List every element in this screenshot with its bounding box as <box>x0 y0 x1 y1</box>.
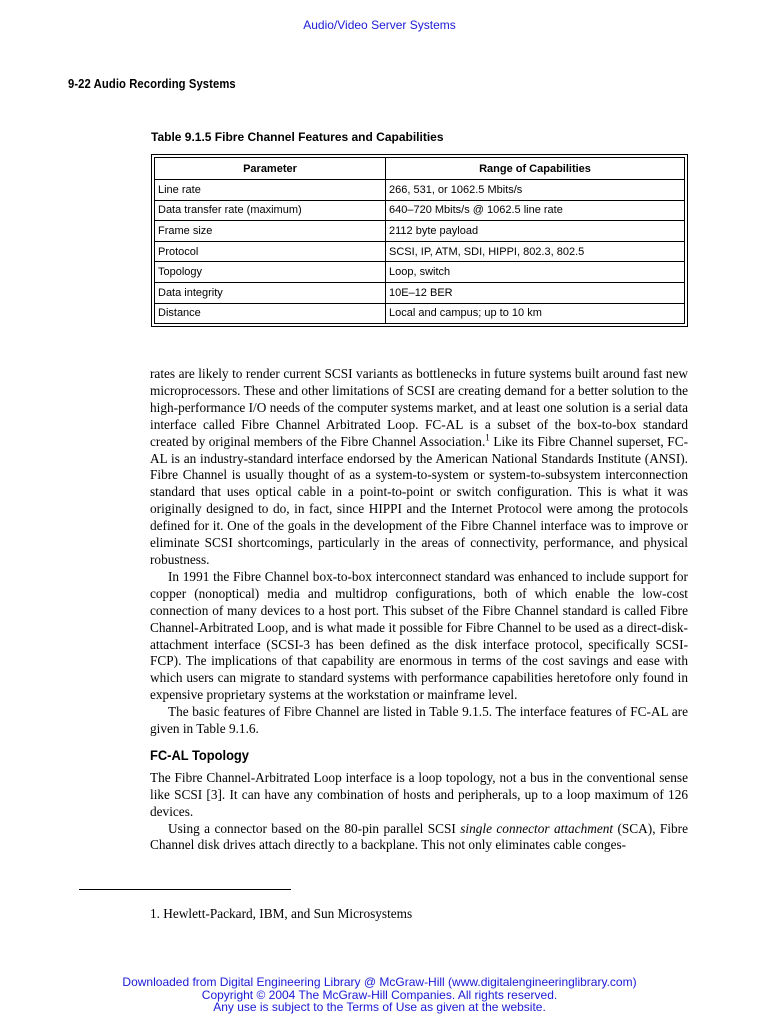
terms-of-use-line[interactable]: Any use is subject to the Terms of Use as given at the website. <box>213 1000 546 1014</box>
table-title: Table 9.1.5 Fibre Channel Features and Capabilities <box>151 130 444 144</box>
table-row <box>155 262 685 283</box>
table-cell-range: 10E–12 BER <box>386 282 685 303</box>
paragraph-4: The Fibre Channel-Arbitrated Loop interface is a loop topology, not a bus in the conventional sense like SCSI [3]. It can have any combination of hosts and peripherals, up to a loop maximum of 126 devices. <box>150 769 688 819</box>
features-table <box>154 157 685 324</box>
table-cell-range: Local and campus; up to 10 km <box>386 303 685 324</box>
table-cell-parameter: Topology <box>155 262 386 283</box>
paragraph-1-part-b: Like its Fibre Channel superset, FC-AL is an industry-standard interface endorsed by the American National Standards Institute (ANSI). Fibre Channel is usually thought of as a system-to-system or system-to-subsystem interconnection standard that uses optical cable in a point-to-point or switch configuration. This is what it was originally designed to do, in fact, since HIPPI and the Internet Protocol were among the protocols defined for it. One of the goals in the development of the Fibre Channel interface was to improve or eliminate SCSI shortcomings, particularly in the areas of connectivity, performance, and physical robustness. <box>150 433 688 567</box>
table-header-row <box>155 158 685 180</box>
table-cell-range: SCSI, IP, ATM, SDI, HIPPI, 802.3, 802.5 <box>386 241 685 262</box>
paragraph-3: The basic features of Fibre Channel are listed in Table 9.1.5. The interface features of FC-AL are given in Table 9.1.6. <box>150 704 688 737</box>
footnote-divider <box>79 889 291 890</box>
table-cell-parameter: Protocol <box>155 241 386 262</box>
column-header-parameter: Parameter <box>155 158 386 180</box>
paragraph-2: In 1991 the Fibre Channel box-to-box interconnect standard was enhanced to include support for copper (nonoptical) media and multidrop configurations, both of which enable the low-cost connection of many devices to a host port. This subset of the Fibre Channel standard is called Fibre Channel-Arbitrated Loop, and is what made it possible for Fibre Channel to be used as a direct-disk-attachment interface (SCSI-3 has been defined as the disk interface protocol, specifically SCSI-FCP). The implications of that capability are enormous in terms of the cost savings and ease with which users can migrate to standard systems with performance capabilities heretofore only found in expensive proprietary systems at the workstation or mainframe level. <box>150 568 688 703</box>
body-text <box>150 366 688 854</box>
paragraph-5-part-a: Using a connector based on the 80-pin parallel SCSI <box>168 820 461 836</box>
paragraph-1-part-a: rates are likely to render current SCSI variants as bottlenecks in future systems built around fast new microprocessors. These and other limitations of SCSI are creating demand for a better solution to the high-performance I/O needs of the computer systems market, and at least one solution is a serial data interface called Fibre Channel Arbitrated Loop. FC-AL is a subset of the box-to-box standard created by original members of the Fibre Channel Association. <box>150 366 688 449</box>
table-cell-parameter: Frame size <box>155 221 386 242</box>
table-cell-parameter: Distance <box>155 303 386 324</box>
table-cell-range: 640–720 Mbits/s @ 1062.5 line rate <box>386 200 685 221</box>
table-row <box>155 180 685 201</box>
copyright-notice <box>0 976 759 1014</box>
top-source-link[interactable]: Audio/Video Server Systems <box>303 18 456 32</box>
table-cell-parameter: Data integrity <box>155 282 386 303</box>
table-row <box>155 221 685 242</box>
table-cell-parameter: Data transfer rate (maximum) <box>155 200 386 221</box>
features-table-frame <box>151 154 688 327</box>
footnote-marker[interactable]: 1 <box>485 432 490 443</box>
section-heading: FC-AL Topology <box>150 746 249 763</box>
table-cell-range: 2112 byte payload <box>386 221 685 242</box>
table-cell-range: Loop, switch <box>386 262 685 283</box>
table-row <box>155 241 685 262</box>
table-row <box>155 282 685 303</box>
paragraph-5 <box>150 821 688 855</box>
paragraph-5-part-b: (SCA), Fibre Channel disk drives attach directly to a backplane. This not only eliminates cable conges- <box>150 820 688 853</box>
paragraph-5-emphasis: single connector attachment <box>460 820 614 836</box>
running-head: 9-22 Audio Recording Systems <box>68 77 236 91</box>
table-row <box>155 200 685 221</box>
table-cell-parameter: Line rate <box>155 180 386 201</box>
table-cell-range: 266, 531, or 1062.5 Mbits/s <box>386 180 685 201</box>
paragraph-1 <box>150 366 688 569</box>
copyright-line: Copyright © 2004 The McGraw-Hill Companies. All rights reserved. <box>201 987 558 1002</box>
column-header-range: Range of Capabilities <box>386 158 685 180</box>
footnote: 1. Hewlett-Packard, IBM, and Sun Microsystems <box>150 906 413 921</box>
download-source-link[interactable]: Downloaded from Digital Engineering Library @ McGraw-Hill (www.digitalengineeringlibrary.com) <box>122 975 637 989</box>
table-row <box>155 303 685 324</box>
